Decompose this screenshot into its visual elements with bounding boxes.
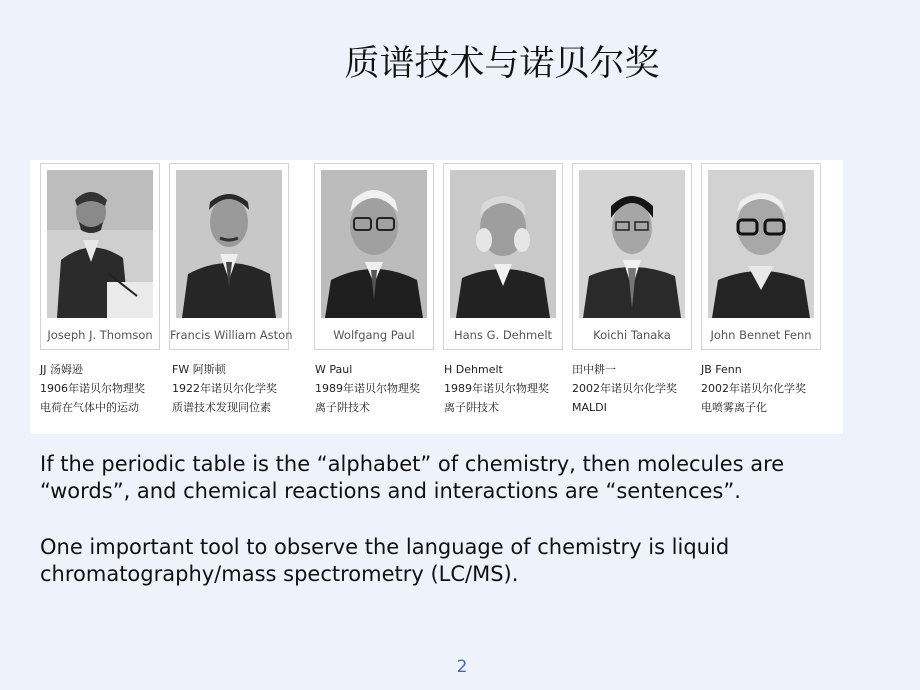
laureate-contribution: 质谱技术发现同位素 — [172, 401, 271, 414]
laureate-prize: 1922年诺贝尔化学奖 — [172, 382, 277, 395]
laureate-contribution: MALDI — [572, 401, 607, 414]
laureate-photo — [176, 170, 282, 318]
laureate-photo — [321, 170, 427, 318]
laureate-card — [443, 163, 563, 350]
laureate-photo — [450, 170, 556, 318]
laureate-contribution: 电喷雾离子化 — [701, 401, 767, 414]
laureate-prize: 2002年诺贝尔化学奖 — [572, 382, 677, 395]
laureate-photo-name: Hans G. Dehmelt — [453, 328, 553, 342]
laureate-contribution: 电荷在气体中的运动 — [40, 401, 139, 414]
laureate-contribution: 离子阱技术 — [315, 401, 370, 414]
laureate-contribution: 离子阱技术 — [444, 401, 499, 414]
slide-title: 质谱技术与诺贝尔奖 — [344, 44, 660, 84]
laureate-photo-name: Koichi Tanaka — [593, 328, 671, 342]
laureate-photo — [579, 170, 685, 318]
laureate-short-name: H Dehmelt — [444, 363, 503, 376]
laureate-short-name: W Paul — [315, 363, 353, 376]
laureate-caption — [40, 360, 165, 417]
laureate-short-name: JB Fenn — [701, 363, 742, 376]
laureate-photo-name: Wolfgang Paul — [333, 328, 415, 342]
laureates-panel — [30, 160, 843, 434]
page-number: 2 — [456, 657, 468, 677]
laureate-photo — [708, 170, 814, 318]
laureate-prize: 2002年诺贝尔化学奖 — [701, 382, 806, 395]
laureate-short-name: FW 阿斯顿 — [172, 363, 226, 376]
laureate-photo-name: Francis William Aston — [170, 328, 293, 342]
laureate-card — [169, 163, 293, 350]
laureate-photo — [47, 170, 153, 318]
laureate-card — [572, 163, 692, 350]
laureate-short-name: JJ 汤姆逊 — [40, 363, 83, 376]
laureate-prize: 1989年诺贝尔物理奖 — [444, 382, 549, 395]
body-paragraph-1: If the periodic table is the “alphabet” of chemistry, then molecules are “words”, and chemical reactions and interactions are “sentences”. — [40, 452, 785, 503]
laureate-caption — [701, 360, 826, 417]
laureate-caption — [172, 360, 297, 417]
laureate-photo-name: Joseph J. Thomson — [47, 328, 153, 342]
laureate-caption — [572, 360, 697, 417]
laureate-prize: 1906年诺贝尔物理奖 — [40, 382, 145, 395]
laureate-caption — [444, 360, 569, 417]
laureate-card — [314, 163, 434, 350]
laureate-card — [701, 163, 821, 350]
laureate-prize: 1989年诺贝尔物理奖 — [315, 382, 420, 395]
laureate-short-name: 田中耕一 — [572, 363, 616, 376]
laureate-caption — [315, 360, 440, 417]
body-paragraph-2: One important tool to observe the language of chemistry is liquid chromatography/mass spectrometry (LC/MS). — [40, 535, 730, 586]
laureate-card — [40, 163, 160, 350]
laureate-photo-name: John Bennet Fenn — [710, 328, 812, 342]
